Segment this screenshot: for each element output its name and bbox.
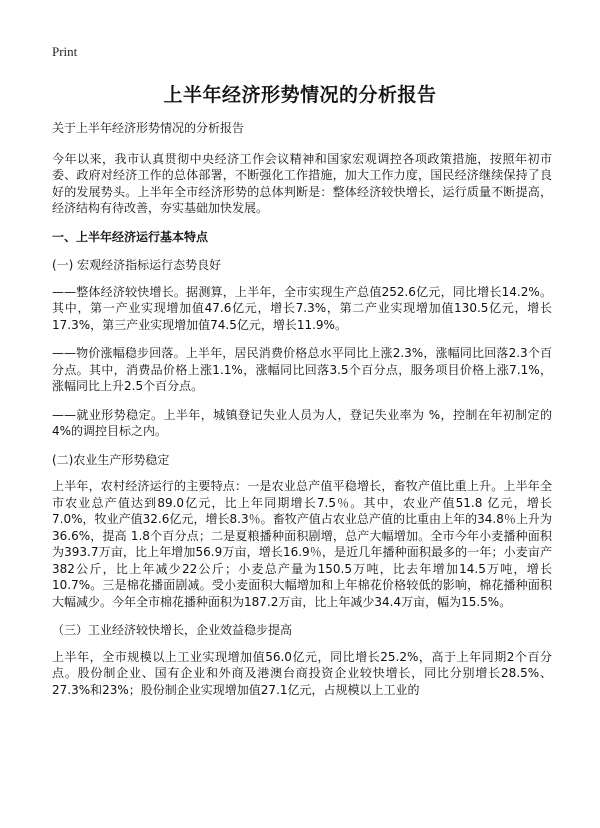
document-title: 上半年经济形势情况的分析报告	[163, 84, 437, 106]
section-heading-1: 一、上半年经济运行基本特点	[52, 229, 209, 244]
intro-paragraph: 今年以来，我市认真贯彻中央经济工作会议精神和国家宏观调控各项政策措施，按照年初市委、政府对经济工作的总体部署，不断强化工作措施，加大工作力度，国民经济继续保持了良好的发展势头。上半年全市经济形势的总体判断是：整体经济较快增长，运行质量不断提高，经济结构有待改善，夯实基础加快发展。	[52, 151, 552, 215]
subsection-heading-3: （三）工业经济较快增长，企业效益稳步提高	[52, 623, 293, 637]
paragraph-agriculture: 上半年，农村经济运行的主要特点：一是农业总产值平稳增长，畜牧产值比重上升。上半年全市农业总产值达到89.0亿元，比上年同期增长7.5％。其中，农业产值51.8 亿元，增长7.0%，牧业产值32.6亿元，增长8.3％。畜牧产值占农业总产值的比重由上年的34.8％上升为36.6%，提高 1.8个百分点；二是夏粮播种面积剧增，总产大幅增加。全市今年小麦播种面积为393.7万亩，比上年增加56.9万亩，增长16.9％，是近几年播种面积最多的一年；小麦亩产382公斤，比上年减少22公斤；小麦总产量为150.5万吨，比去年增加14.5万吨，增长10.7%。三是棉花播面剧减。受小麦面积大幅增加和上年棉花价格较低的影响，棉花播种面积大幅减少。今年全市棉花播种面积为187.2万亩，比上年减少34.4万亩，幅为15.5%。	[52, 479, 552, 609]
document-body	[52, 120, 552, 710]
paragraph-employment: ——就业形势稳定。上半年，城镇登记失业人员为人，登记失业率为 %，控制在年初制定的4%的调控目标之内。	[52, 407, 552, 438]
subsection-heading-2: (二)农业生产形势稳定	[52, 452, 170, 467]
paragraph-economic-growth: ——整体经济较快增长。据测算，上半年，全市实现生产总值252.6亿元，同比增长14.2%。其中，第一产业实现增加值47.6亿元，增长7.3%，第二产业实现增加值130.5亿元，增长17.3%，第三产业实现增加值74.5亿元，增长11.9%。	[52, 284, 552, 332]
document-subtitle: 关于上半年经济形势情况的分析报告	[52, 121, 245, 135]
subsection-heading-1: (一) 宏观经济指标运行态势良好	[52, 258, 222, 272]
paragraph-industry: 上半年，全市规模以上工业实现增加值56.0亿元，同比增长25.2%，高于上年同期2个百分点。股份制企业、国有企业和外商及港澳台商投资企业较快增长，同比分别增长28.5%、27.3%和23%；股份制企业实现增加值27.1亿元，占规模以上工业的	[52, 649, 552, 697]
paragraph-prices: ——物价涨幅稳步回落。上半年，居民消费价格总水平同比上涨2.3%，涨幅同比回落2.3个百分点。其中，消费品价格上涨1.1%，涨幅同比回落3.5个百分点，服务项目价格上涨7.1%，涨幅同比上升2.5个百分点。	[52, 346, 552, 393]
print-link[interactable]: Print	[52, 44, 78, 59]
